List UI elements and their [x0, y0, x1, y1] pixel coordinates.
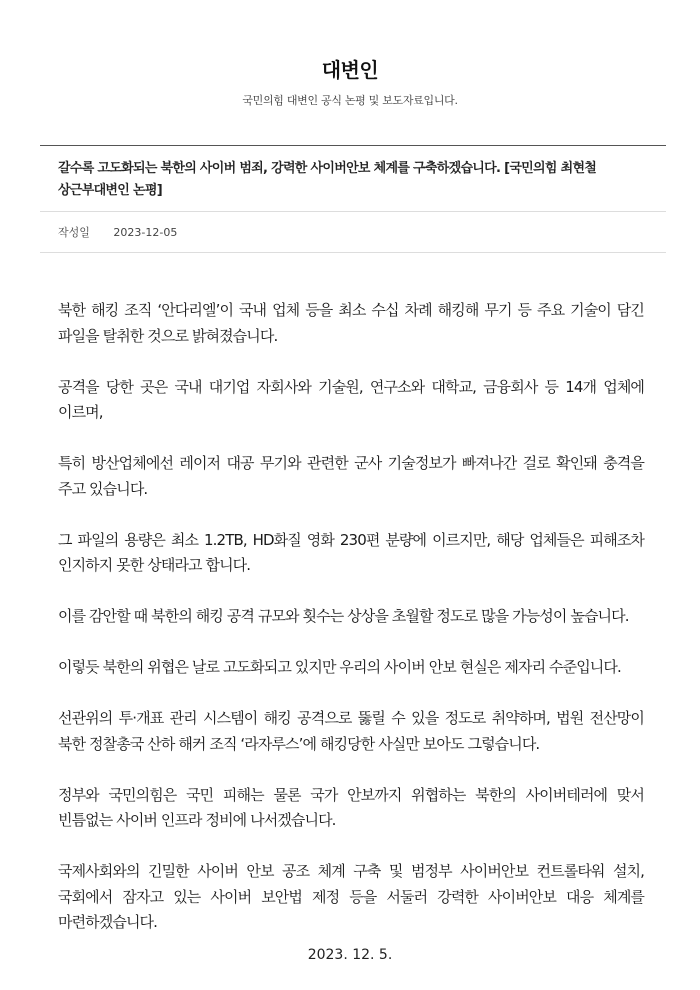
body-paragraph: 정부와 국민의힘은 국민 피해는 물론 국가 안보까지 위협하는 북한의 사이버테러에 맞서 빈틈없는 사이버 인프라 정비에 나서겠습니다.	[58, 785, 644, 829]
page-subtitle: 국민의힘 대변인 공식 논평 및 보도자료입니다.	[242, 94, 458, 107]
divider-after-meta	[40, 252, 666, 253]
body-paragraph: 이렇듯 북한의 위협은 날로 고도화되고 있지만 우리의 사이버 안보 현실은 제자리 수준입니다.	[58, 658, 621, 676]
sign-date: 2023. 12. 5.	[307, 947, 393, 963]
divider-after-title	[40, 211, 666, 212]
top-divider	[40, 145, 666, 146]
body-paragraph: 북한 해킹 조직 ‘안다리엘’이 국내 업체 등을 최소 수십 차례 해킹해 무기 등 주요 기술이 담긴 파일을 탈취한 것으로 밝혀졌습니다.	[58, 301, 644, 345]
body-paragraph: 공격을 당한 곳은 국내 대기업 자회사와 기술원, 연구소와 대학교, 금융회사 등 14개 업체에 이르며,	[58, 377, 644, 421]
body-paragraph: 선관위의 투·개표 관리 시스템이 해킹 공격으로 뚫릴 수 있을 정도로 취약하며, 법원 전산망이 북한 정찰총국 산하 해커 조직 ‘라자루스’에 해킹당한 사실만 보아도 그렇습니다.	[58, 709, 644, 753]
body-paragraph: 국제사회와의 긴밀한 사이버 안보 공조 체계 구축 및 범정부 사이버안보 컨트롤타워 설치, 국회에서 잠자고 있는 사이버 보안법 제정 등을 서둘러 강력한 사이버안보 대응 체계를 마련하겠습니다.	[58, 862, 644, 931]
body-paragraph: 그 파일의 용량은 최소 1.2TB, HD화질 영화 230편 분량에 이르지만, 해당 업체들은 피해조차 인지하지 못한 상태라고 합니다.	[58, 530, 644, 574]
date-value: 2023-12-05	[113, 226, 178, 239]
page-title: 대변인	[321, 58, 379, 82]
article-title: 갈수록 고도화되는 북한의 사이버 범죄, 강력한 사이버안보 체계를 구축하겠습니다. [국민의힘 최현철 상근부대변인 논평]	[58, 161, 597, 198]
date-label: 작성일	[58, 226, 90, 239]
body-paragraph: 특히 방산업체에선 레이저 대공 무기와 관련한 군사 기술정보가 빠져나간 걸로 확인돼 충격을 주고 있습니다.	[58, 454, 644, 498]
meta-row	[58, 224, 177, 240]
body-paragraph: 이를 감안할 때 북한의 해킹 공격 규모와 횟수는 상상을 초월할 정도로 많을 가능성이 높습니다.	[58, 607, 629, 625]
article-body	[58, 298, 644, 961]
